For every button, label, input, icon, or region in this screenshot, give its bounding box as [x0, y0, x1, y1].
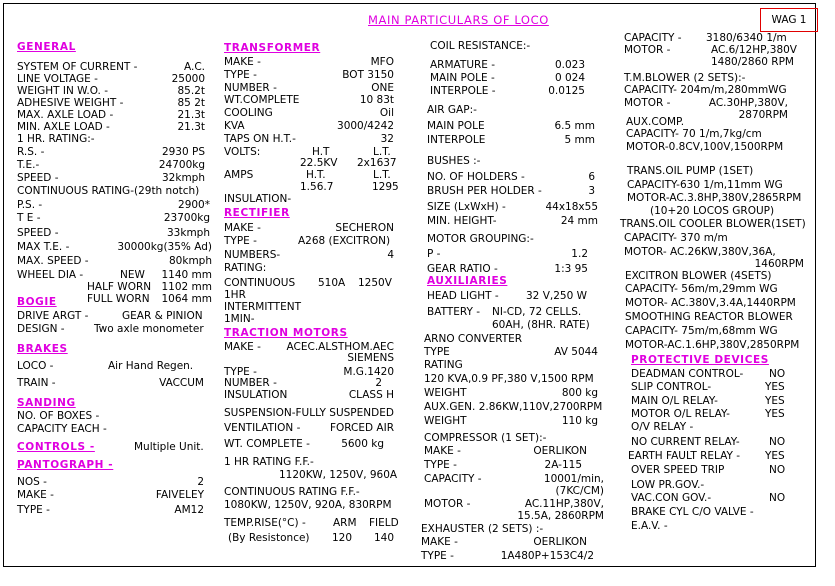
wheel-new-label: NEW — [120, 269, 145, 281]
panto-type-label: TYPE - — [17, 504, 50, 516]
sand-capacity-label: CAPACITY EACH - — [17, 423, 107, 435]
max-speed-value: 80kmph — [169, 255, 212, 267]
rs-value: 2930 PS — [161, 146, 205, 158]
pantograph-heading: PANTOGRAPH - — [17, 459, 114, 471]
panto-make-label: MAKE - — [17, 489, 54, 501]
tr-taps-value: 32 — [380, 133, 394, 145]
tm-arm-label: ARM — [333, 517, 357, 529]
rectifier-heading: RECTIFIER — [224, 207, 290, 219]
controls-value: Multiple Unit. — [134, 441, 204, 453]
comp-cap-value-1: 10001/min, — [543, 473, 604, 485]
main-ol-label: MAIN O/L RELAY- — [631, 395, 718, 407]
design-label: DESIGN - — [17, 323, 65, 335]
brake-loco-label: LOCO - — [17, 360, 54, 372]
deadman-label: DEADMAN CONTROL- — [631, 368, 744, 380]
p-label: P - — [427, 248, 441, 260]
ps-label: P.S. - — [17, 199, 43, 211]
tm-field-value: 140 — [374, 532, 395, 544]
hr-rating-label: 1 HR. RATING:- — [17, 133, 95, 145]
tr-taps-label: TAPS ON H.T.- — [224, 133, 296, 145]
smoothing-motor: MOTOR-AC.1.6HP,380V,2850RPM — [625, 339, 800, 351]
ps-value: 2900* — [178, 199, 210, 211]
compressor-heading: COMPRESSOR (1 SET):- — [424, 432, 547, 444]
comp-type-label: TYPE - — [424, 459, 457, 471]
tm-make-value-1: ACEC.ALSTHOM.AEC — [286, 341, 394, 353]
trans-oil-note: (10+20 LOCOS GROUP) — [650, 205, 775, 217]
tm-type-label: TYPE - — [224, 366, 257, 378]
brake-train-value: VACCUM — [159, 377, 204, 389]
te2-value: 23700kg — [163, 212, 210, 224]
auxgen-weight-value: 110 kg — [561, 415, 598, 427]
tm-hr-rating: 1 HR RATING F.F.- — [224, 456, 314, 468]
tmb-motor-value-1: AC.30HP,380V, — [708, 97, 788, 109]
r-capacity-label: CAPACITY - — [624, 32, 682, 44]
auxgen-label: AUX.GEN. 2.86KW,110V,2700RPM — [424, 401, 603, 413]
ag-main-value: 6.5 mm — [554, 120, 595, 132]
tm-cont-values: 1080KW, 1250V, 920A, 830RPM — [224, 499, 392, 511]
ov-label: O/V RELAY - — [631, 421, 694, 433]
rect-rating-label: RATING: — [224, 262, 267, 274]
auxgen-weight-label: WEIGHT — [424, 415, 467, 427]
tr-wt-label: WT.COMPLETE — [224, 94, 300, 106]
size-label: SIZE (LxWxH) - — [427, 201, 506, 213]
tm-ventilation-label: VENTILATION - — [224, 422, 301, 434]
tm-field-label: FIELD — [369, 517, 399, 529]
aux-comp-heading: AUX.COMP. — [626, 116, 685, 128]
tr-type-label: TYPE - — [224, 69, 257, 81]
tmb-motor-value-2: 2870RPM — [738, 109, 788, 121]
rs-label: R.S. - — [17, 146, 45, 158]
earth-value: YES — [765, 450, 785, 462]
exh-make-label: MAKE - — [421, 536, 458, 548]
smoothing-capacity: CAPACITY- 75m/m,68mm WG — [625, 325, 778, 337]
tm-number-value: 2 — [375, 377, 382, 389]
lowpr-label: LOW PR.GOV.- — [631, 479, 705, 491]
r-motor-value-2: 1480/2860 RPM — [710, 56, 794, 68]
min-height-value: 24 mm — [560, 215, 598, 227]
rect-numbers-value: 4 — [387, 249, 394, 261]
cont-rating-label: CONTINUOUS RATING-(29th notch) — [17, 185, 200, 197]
max-te-label: MAX T.E. - — [17, 241, 70, 253]
tr-kva-label: KVA — [224, 120, 245, 132]
rect-type-label: TYPE - — [224, 235, 257, 247]
slip-value: YES — [765, 381, 785, 393]
min-axle-value: 21.3t — [177, 121, 205, 133]
earth-label: EARTH FAULT RELAY - — [628, 450, 741, 462]
drive-label: DRIVE ARGT - — [17, 310, 89, 322]
holders-value: 6 — [588, 171, 595, 183]
tr-wt-value: 10 83t — [359, 94, 394, 106]
interpole-value: 0.0125 — [548, 85, 585, 97]
interpole-label: INTERPOLE - — [430, 85, 496, 97]
tr-volts-lt-value: 2x1637 — [357, 157, 397, 169]
coil-heading: COIL RESISTANCE:- — [430, 40, 531, 52]
comp-motor-value-2: 15.5A, 2860RPM — [517, 510, 604, 522]
tm-temp-label: TEMP.RISE(°C) - — [224, 517, 306, 529]
exh-make-value: OERLIKON — [533, 536, 587, 548]
wheel-half-value: 1102 mm — [161, 281, 212, 293]
excitron-motor: MOTOR- AC.380V,3.4A,1440RPM — [625, 297, 796, 309]
max-axle-label: MAX. AXLE LOAD - — [17, 109, 114, 121]
air-gap-label: AIR GAP:- — [427, 104, 477, 116]
tm-resist-label: (By Resistonce) — [228, 532, 310, 544]
rect-continuous-a: 510A — [318, 277, 346, 289]
r-motor-value-1: AC.6/12HP,380V — [710, 44, 797, 56]
tr-cooling-value: Oil — [379, 107, 394, 119]
trans-oil-motor: MOTOR-AC.3.8HP,380V,2865RPM — [627, 192, 802, 204]
vaccon-value: NO — [769, 492, 786, 504]
tm-suspension: SUSPENSION-FULLY SUSPENDED — [224, 407, 394, 419]
overspeed-label: OVER SPEED TRIP — [631, 464, 725, 476]
tmb-motor-label: MOTOR - — [624, 97, 671, 109]
grouping-label: MOTOR GROUPING:- — [427, 233, 534, 245]
general-heading: GENERAL — [17, 41, 76, 53]
tm-number-label: NUMBER - — [224, 377, 277, 389]
te-value: 24700kg — [158, 159, 205, 171]
auxiliaries-heading: AUXILIARIES — [427, 275, 508, 287]
tr-make-label: MAKE - — [224, 56, 261, 68]
cooler-motor-2: 1460RPM — [754, 258, 804, 270]
te2-label: T E - — [17, 212, 41, 224]
comp-cap-label: CAPACITY - — [424, 473, 482, 485]
rect-1min-label: 1MIN- — [224, 313, 255, 325]
rect-type-value: A268 (EXCITRON) — [298, 235, 391, 247]
wheel-half-label: HALF WORN — [87, 281, 152, 293]
loco-tag-box: WAG 1 — [760, 8, 818, 32]
bushes-label: BUSHES :- — [427, 155, 481, 167]
excitron-heading: EXCITRON BLOWER (4SETS) — [625, 270, 772, 282]
page-title: MAIN PARTICULARS OF LOCO — [368, 13, 549, 27]
cooler-motor-1: MOTOR- AC.26KW,380V,36A, — [624, 246, 776, 258]
tm-blower-heading: T.M.BLOWER (2 SETS):- — [624, 72, 746, 84]
design-value: Two axle monometer — [94, 323, 204, 335]
te-label: T.E.- — [17, 159, 40, 171]
arno-heading: ARNO CONVERTER — [424, 333, 523, 345]
comp-motor-label: MOTOR - — [424, 498, 471, 510]
comp-type-value: 2A-115 — [544, 459, 582, 471]
slip-label: SLIP CONTROL- — [631, 381, 712, 393]
deadman-value: NO — [769, 368, 786, 380]
motor-ol-label: MOTOR O/L RELAY- — [631, 408, 730, 420]
tm-make-value-2: SIEMENS — [347, 352, 394, 364]
tr-volts-ht-label: H.T — [312, 146, 330, 158]
tm-arm-value: 120 — [332, 532, 353, 544]
tr-amps-ht-value: 1.56.7 — [300, 181, 334, 193]
battery-label: BATTERY - — [427, 306, 481, 318]
rect-1hr-label: 1HR — [224, 289, 246, 301]
arno-rating-label: RATING — [424, 359, 463, 371]
tm-insulation-value: CLASS H — [348, 389, 394, 401]
tr-volts-ht-value: 22.5KV — [300, 157, 338, 169]
panto-type-value: AM12 — [174, 504, 204, 516]
panto-nos-value: 2 — [197, 476, 204, 488]
armature-label: ARMATURE - — [430, 59, 496, 71]
speed2-label: SPEED - — [17, 227, 59, 239]
comp-make-label: MAKE - — [424, 445, 461, 457]
comp-make-value: OERLIKON — [533, 445, 587, 457]
headlight-label: HEAD LIGHT - — [427, 290, 499, 302]
battery-value-2: 60AH, (8HR. RATE) — [492, 319, 590, 331]
tm-insulation-label: INSULATION — [224, 389, 288, 401]
tr-volts-lt-label: L.T. — [373, 146, 391, 158]
tr-insulation-label: INSULATION- — [224, 193, 292, 205]
exhauster-heading: EXHAUSTER (2 SETS) :- — [421, 523, 544, 535]
min-axle-label: MIN. AXLE LOAD - — [17, 121, 110, 133]
tr-amps-label: AMPS — [224, 169, 254, 181]
brush-value: 3 — [588, 185, 595, 197]
tm-make-label: MAKE - — [224, 341, 261, 353]
brake-loco-value: Air Hand Regen. — [108, 360, 194, 372]
panto-make-value: FAIVELEY — [155, 489, 204, 501]
cooler-heading: TRANS.OIL COOLER BLOWER(1SET) — [620, 218, 806, 230]
eav-label: E.A.V. - — [631, 520, 668, 532]
r-motor-label: MOTOR - — [624, 44, 671, 56]
ag-main-label: MAIN POLE — [427, 120, 485, 132]
tm-cont-rating: CONTINUOUS RATING F.F.- — [224, 486, 360, 498]
brush-label: BRUSH PER HOLDER - — [427, 185, 542, 197]
drive-value: GEAR & PINION — [122, 310, 203, 322]
tr-amps-ht-label: H.T. — [306, 169, 326, 181]
rect-continuous-v: 1250V — [358, 277, 392, 289]
wheel-full-value: 1064 mm — [161, 293, 212, 305]
min-height-label: MIN. HEIGHT- — [427, 215, 497, 227]
exh-type-value: 1A480P+153C4/2 — [500, 550, 594, 562]
rect-intermittent-label: INTERMITTENT — [224, 301, 301, 313]
bogie-heading: BOGIE — [17, 296, 57, 308]
speed-label: SPEED - — [17, 172, 59, 184]
tr-volts-label: VOLTS: — [224, 146, 261, 158]
smoothing-heading: SMOOTHING REACTOR BLOWER — [625, 311, 793, 323]
max-te-value: 30000kg(35% Ad) — [117, 241, 212, 253]
wheel-label: WHEEL DIA - — [17, 269, 84, 281]
r-capacity-value: 3180/6340 1/m — [706, 32, 787, 44]
overspeed-value: NO — [769, 464, 786, 476]
main-pole-value: 0 024 — [554, 72, 585, 84]
arno-weight-label: WEIGHT — [424, 387, 467, 399]
tr-kva-value: 3000/4242 — [337, 120, 394, 132]
speed-value: 32kmph — [162, 172, 205, 184]
comp-cap-value-2: (7KC/CM) — [555, 485, 604, 497]
tr-cooling-label: COOLING — [224, 107, 273, 119]
tm-type-value: M.G.1420 — [343, 366, 394, 378]
tm-ventilation-value: FORCED AIR — [329, 422, 394, 434]
comp-motor-value-1: AC.11HP,380V, — [524, 498, 604, 510]
sanding-heading: SANDING — [17, 397, 76, 409]
rect-continuous-label: CONTINUOUS — [224, 277, 296, 289]
motor-ol-value: YES — [765, 408, 785, 420]
gear-value: 1:3 95 — [554, 263, 588, 275]
vaccon-label: VAC.CON GOV.- — [631, 492, 712, 504]
line-voltage-label: LINE VOLTAGE - — [17, 73, 98, 85]
adhesive-value: 85 2t — [177, 97, 205, 109]
holders-label: NO. OF HOLDERS - — [427, 171, 525, 183]
rect-numbers-label: NUMBERS- — [224, 249, 281, 261]
aux-comp-motor: MOTOR-0.8CV,100V,1500RPM — [626, 141, 784, 153]
tm-hr-values: 1120KW, 1250V, 960A — [279, 469, 398, 481]
p-value: 1.2 — [571, 248, 588, 260]
tr-number-value: ONE — [371, 82, 394, 94]
brake-cyl-label: BRAKE CYL C/O VALVE - — [631, 506, 754, 518]
protective-heading: PROTECTIVE DEVICES — [631, 354, 769, 366]
arno-type-value: AV 5044 — [554, 346, 598, 358]
nocurrent-value: NO — [769, 436, 786, 448]
brakes-heading: BRAKES — [17, 343, 68, 355]
excitron-capacity: CAPACITY- 56m/m,29mm WG — [625, 283, 778, 295]
controls-heading: CONTROLS - — [17, 441, 95, 453]
weight-wo-label: WEIGHT IN W.O. - — [17, 85, 109, 97]
nocurrent-label: NO CURRENT RELAY- — [631, 436, 740, 448]
wheel-full-label: FULL WORN — [87, 293, 150, 305]
rect-make-label: MAKE - — [224, 222, 261, 234]
line-voltage-value: 25000 — [171, 73, 205, 85]
battery-value-1: NI-CD, 72 CELLS. — [492, 306, 582, 318]
headlight-value: 32 V,250 W — [526, 290, 587, 302]
tr-amps-lt-value: 1295 — [372, 181, 399, 193]
adhesive-label: ADHESIVE WEIGHT - — [17, 97, 124, 109]
transformer-heading: TRANSFORMER — [224, 42, 321, 54]
weight-wo-value: 85.2t — [177, 85, 205, 97]
tmb-capacity: CAPACITY- 204m/m,280mmWG — [624, 84, 787, 96]
exh-type-label: TYPE - — [421, 550, 454, 562]
tr-amps-lt-label: L.T. — [373, 169, 391, 181]
main-pole-label: MAIN POLE - — [430, 72, 495, 84]
main-ol-value: YES — [765, 395, 785, 407]
tm-wt-label: WT. COMPLETE - — [224, 438, 310, 450]
trans-oil-heading: TRANS.OIL PUMP (1SET) — [627, 165, 754, 177]
system-label: SYSTEM OF CURRENT - — [17, 61, 138, 73]
brake-train-label: TRAIN - — [17, 377, 56, 389]
ag-inter-value: 5 mm — [564, 134, 595, 146]
speed2-value: 33kmph — [167, 227, 210, 239]
sand-boxes-label: NO. OF BOXES - — [17, 410, 100, 422]
size-value: 44x18x55 — [545, 201, 598, 213]
max-speed-label: MAX. SPEED - — [17, 255, 89, 267]
aux-comp-capacity: CAPACITY- 70 1/m,7kg/cm — [626, 128, 762, 140]
armature-value: 0.023 — [554, 59, 585, 71]
arno-type-label: TYPE — [424, 346, 450, 358]
trans-oil-capacity: CAPACITY-630 1/m,11mm WG — [627, 179, 783, 191]
traction-heading: TRACTION MOTORS — [224, 327, 348, 339]
rect-make-value: SECHERON — [335, 222, 394, 234]
tm-wt-value: 5600 kg — [341, 438, 384, 450]
wheel-new-value: 1140 mm — [161, 269, 212, 281]
tr-type-value: BOT 3150 — [342, 69, 394, 81]
system-value: A.C. — [183, 61, 205, 73]
tr-number-label: NUMBER - — [224, 82, 277, 94]
cooler-capacity: CAPACITY- 370 m/m — [624, 232, 728, 244]
arno-weight-value: 800 kg — [561, 387, 598, 399]
ag-inter-label: INTERPOLE — [427, 134, 486, 146]
arno-rating-value: 120 KVA,0.9 PF,380 V,1500 RPM — [424, 373, 594, 385]
max-axle-value: 21.3t — [177, 109, 205, 121]
tr-make-value: MFO — [370, 56, 394, 68]
panto-nos-label: NOS - — [17, 476, 47, 488]
gear-label: GEAR RATIO - — [427, 263, 498, 275]
